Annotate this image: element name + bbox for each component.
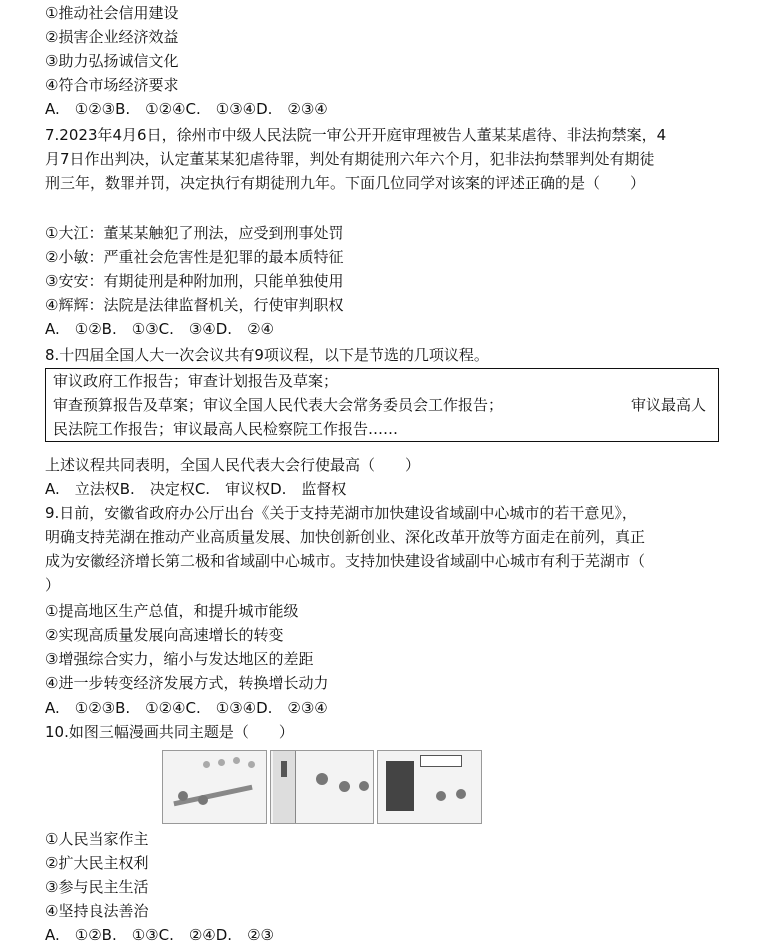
cartoon-panel-door [270, 750, 375, 824]
agenda-line-2: 审查预算报告及草案；审议全国人民代表大会常务委员会工作报告； [53, 396, 504, 414]
q7-choice-2: ②小敏：严重社会危害性是犯罪的最本质特征 [45, 248, 344, 266]
q6-choice-4: ④符合市场经济要求 [45, 76, 179, 94]
q10-choice-1: ①人民当家作主 [45, 830, 149, 848]
q10-choice-4: ④坚持良法善治 [45, 902, 149, 920]
q8-options: A. 立法权B. 决定权C. 审议权D. 监督权 [45, 480, 347, 498]
q7-options: A. ①②B. ①③C. ③④D. ②④ [45, 320, 274, 338]
q10-choice-2: ②扩大民主权利 [45, 854, 149, 872]
q10-choice-3: ③参与民主生活 [45, 878, 149, 896]
q7-choice-4: ④辉辉：法院是法律监督机关，行使审判职权 [45, 296, 344, 314]
cartoon-panel-meeting [162, 750, 267, 824]
q8-stem: 8.十四届全国人大一次会议共有9项议程，以下是节选的几项议程。 [45, 346, 489, 364]
q7-choice-1: ①大江：董某某触犯了刑法，应受到刑事处罚 [45, 224, 344, 242]
agenda-box [45, 368, 719, 442]
q6-options: A. ①②③B. ①②④C. ①③④D. ②③④ [45, 100, 328, 118]
q10-stem: 10.如图三幅漫画共同主题是（ ） [45, 723, 294, 741]
q9-stem-line-2: 明确支持芜湖在推动产业高质量发展、加快创新创业、深化改革开放等方面走在前列，真正 [45, 528, 646, 546]
agenda-line-3: 民法院工作报告；审议最高人民检察院工作报告…… [53, 420, 399, 438]
cartoon-panel-board [377, 750, 482, 824]
q9-choice-3: ③增强综合实力，缩小与发达地区的差距 [45, 650, 314, 668]
q6-choice-3: ③助力弘扬诚信文化 [45, 52, 179, 70]
cartoon-images [162, 750, 482, 824]
agenda-line-2-right: 审议最高人 [630, 396, 706, 414]
q9-stem-line-3: 成为安徽经济增长第二极和省域副中心城市。支持加快建设省域副中心城市有利于芜湖市（ [45, 552, 646, 570]
q6-choice-1: ①推动社会信用建设 [45, 4, 179, 22]
q9-stem-line-4: ） [45, 576, 61, 594]
q7-choice-3: ③安安：有期徒刑是种附加刑，只能单独使用 [45, 272, 344, 290]
q7-stem-line-2: 月7日作出判决，认定董某某犯虐待罪，判处有期徒刑六年六个月，犯非法拘禁罪判处有期徒 [45, 150, 655, 168]
q9-choice-2: ②实现高质量发展向高速增长的转变 [45, 626, 284, 644]
q10-options: A. ①②B. ①③C. ②④D. ②③ [45, 926, 274, 944]
agenda-line-1: 审议政府工作报告；审查计划报告及草案； [53, 372, 339, 390]
q6-choice-2: ②损害企业经济效益 [45, 28, 179, 46]
q9-choice-4: ④进一步转变经济发展方式，转换增长动力 [45, 674, 329, 692]
q9-options: A. ①②③B. ①②④C. ①③④D. ②③④ [45, 699, 328, 717]
q7-stem-line-3: 刑三年，数罪并罚，决定执行有期徒刑九年。下面几位同学对该案的评述正确的是（ ） [45, 174, 646, 192]
q9-choice-1: ①提高地区生产总值，和提升城市能级 [45, 602, 299, 620]
q7-stem-line-1: 7.2023年4月6日，徐州市中级人民法院一审公开开庭审理被告人董某某虐待、非法拘禁案，4 [45, 126, 667, 144]
q8-question: 上述议程共同表明，全国人民代表大会行使最高（ ） [45, 456, 421, 474]
q9-stem-line-1: 9.日前，安徽省政府办公厅出台《关于支持芜湖市加快建设省域副中心城市的若干意见》， [45, 504, 637, 522]
